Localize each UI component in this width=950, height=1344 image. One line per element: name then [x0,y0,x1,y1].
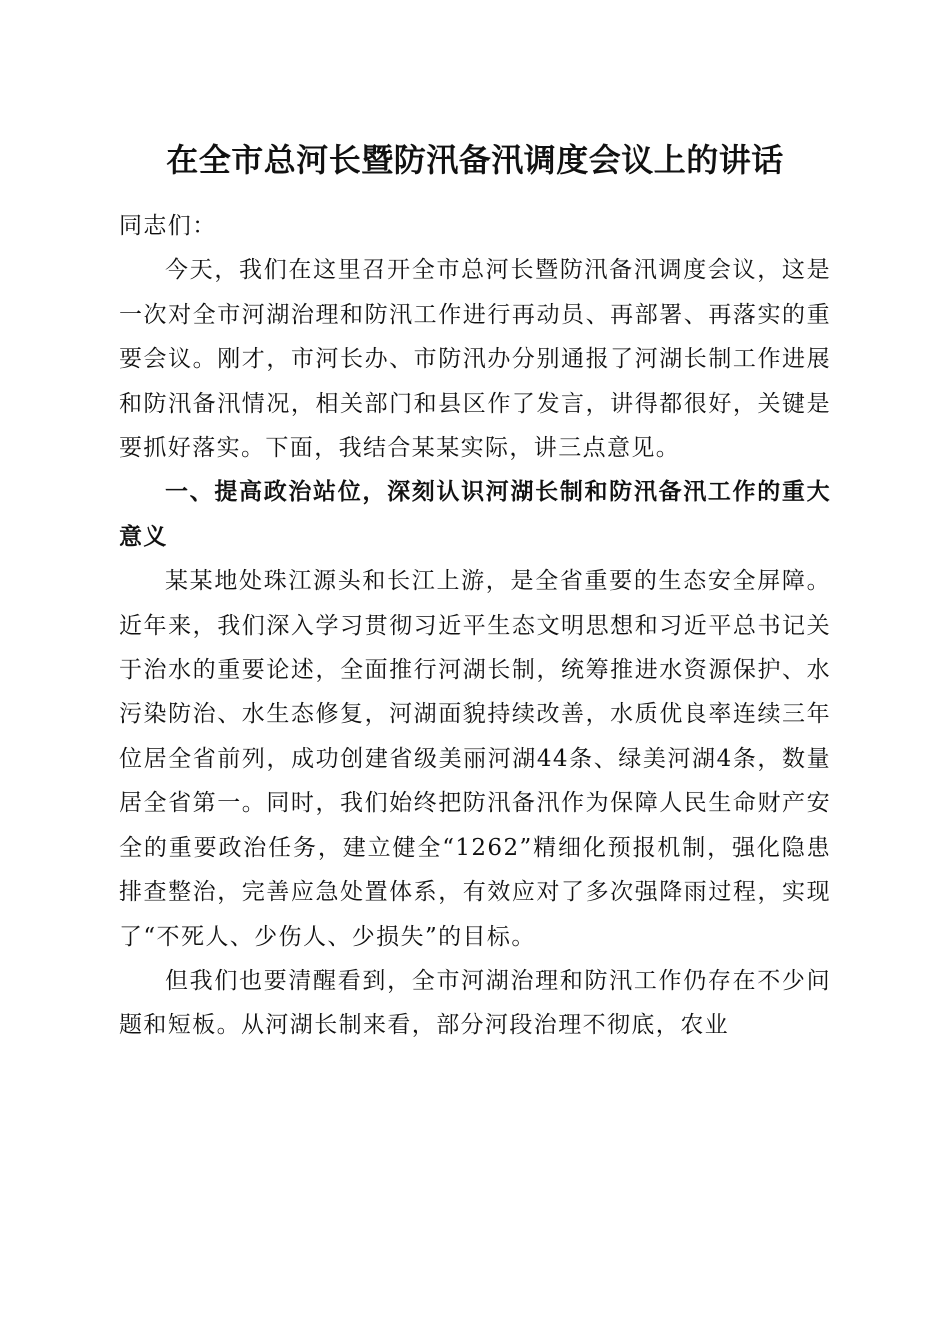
opening-paragraph: 今天，我们在这里召开全市总河长暨防汛备汛调度会议，这是一次对全市河湖治理和防汛工作进行再动员、再部署、再落实的重要会议。刚才，市河长办、市防汛办分别通报了河湖长制工作进展和防汛备汛情况，相关部门和县区作了发言，讲得都很好，关键是要抓好落实。下面，我结合某某实际，讲三点意见。 [119,257,831,462]
section-paragraph: 但我们也要清醒看到，全市河湖治理和防汛工作仍存在不少问题和短板。从河湖长制来看，部分河段治理不彻底，农业 [119,967,831,1039]
document-title: 在全市总河长暨防汛备汛调度会议上的讲话 [166,141,784,179]
section-heading: 一、提高政治站位，深刻认识河湖长制和防汛备汛工作的重大意义 [119,479,831,550]
section-paragraph: 某某地处珠江源头和长江上游，是全省重要的生态安全屏障。近年来，我们深入学习贯彻习近平生态文明思想和习近平总书记关于治水的重要论述，全面推行河湖长制，统筹推进水资源保护、水污染防治、水生态修复，河湖面貌持续改善，水质优良率连续三年位居全省前列，成功创建省级美丽河湖44条、绿美河湖4条，数量居全省第一。同时，我们始终把防汛备汛作为保障人民生命财产安全的重要政治任务，建立健全“1262”精细化预报机制，强化隐患排查整治，完善应急处置体系，有效应对了多次强降雨过程，实现了“不死人、少伤人、少损失”的目标。 [119,568,831,950]
document-body [119,204,831,1048]
salutation: 同志们： [119,213,217,239]
